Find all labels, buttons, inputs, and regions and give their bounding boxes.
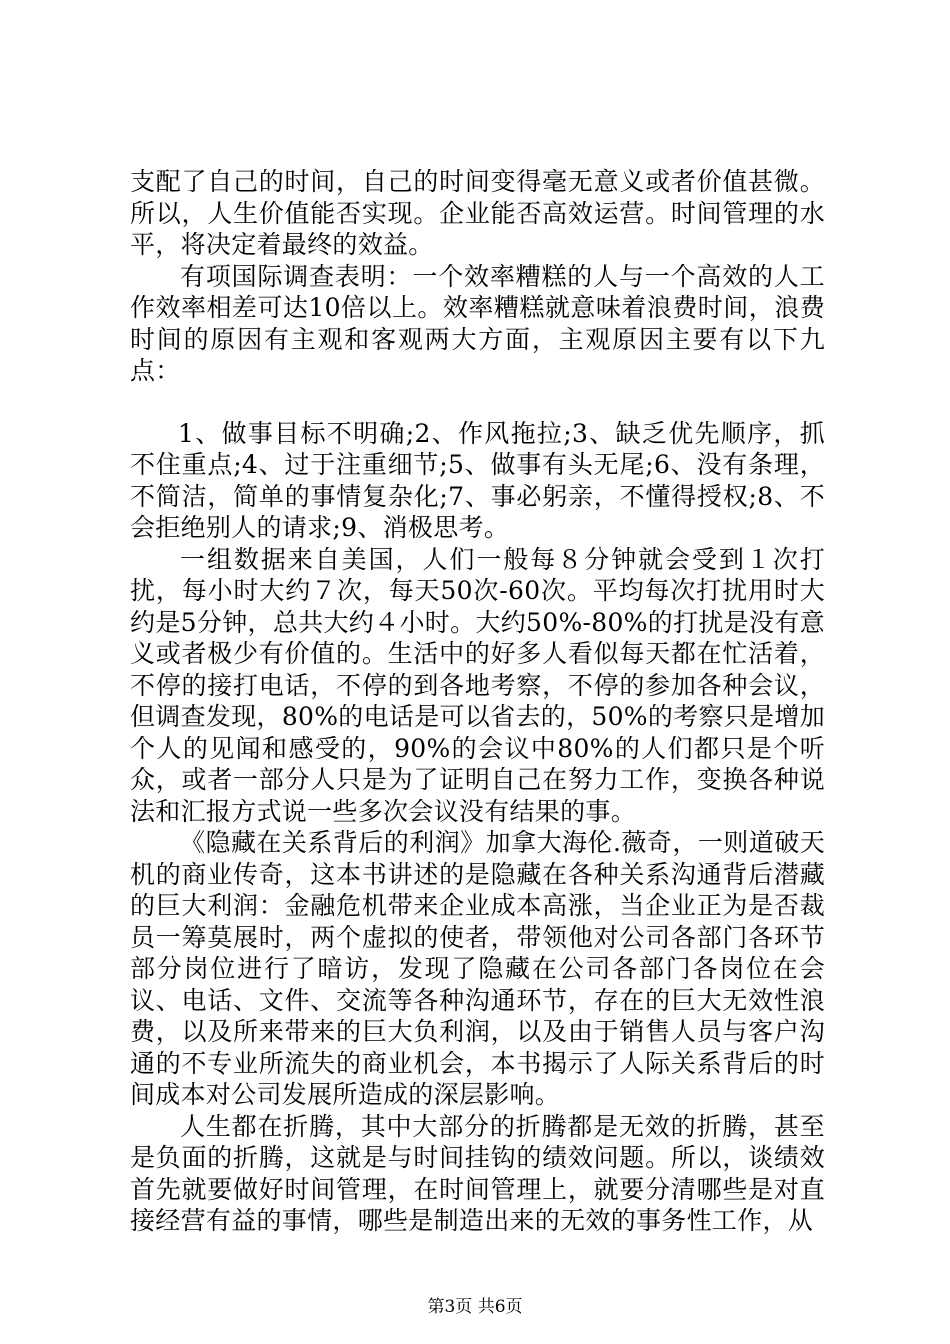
paragraph-survey: 有项国际调查表明：一个效率糟糕的人与一个高效的人工作效率相差可达10倍以上。效率糟糕就意味着浪费时间，浪费时间的原因有主观和客观两大方面，主观原因主要有以下九点：: [130, 261, 825, 385]
paragraph-book-summary: 《隐藏在关系背后的利润》加拿大海伦.薇奇，一则道破天机的商业传奇，这本书讲述的是隐藏在各种关系沟通背后潜藏的巨大利润：金融危机带来企业成本高涨，当企业正为是否裁员一筹莫展时，两个虚拟的使者，带领他对公司各部门各环节部分岗位进行了暗访，发现了隐藏在公司各部门各岗位在会议、电话、文件、交流等各种沟通环节，存在的巨大无效性浪费，以及所来带来的巨大负利润，以及由于销售人员与客户沟通的不专业所流失的商业机会，本书揭示了人际关系背后的时间成本对公司发展所造成的深层影响。: [130, 828, 825, 1109]
paragraph-continuation: 支配了自己的时间，自己的时间变得毫无意义或者价值甚微。所以，人生价值能否实现。企业能否高效运营。时间管理的水平，将决定着最终的效益。: [130, 167, 825, 259]
document-body: [130, 166, 825, 1237]
paragraph-performance: 人生都在折腾，其中大部分的折腾都是无效的折腾，甚至是负面的折腾，这就是与时间挂钩的绩效问题。所以，谈绩效首先就要做好时间管理，在时间管理上，就要分清哪些是对直接经营有益的事情，哪些是制造出来的无效的事务性工作，从: [130, 1111, 825, 1235]
paragraph-nine-reasons-list: 1、做事目标不明确;2、作风拖拉;3、缺乏优先顺序，抓不住重点;4、过于注重细节;5、做事有头无尾;6、没有条理，不简洁，简单的事情复杂化;7、事必躬亲，不懂得授权;8、不会拒绝别人的请求;9、消极思考。: [130, 418, 825, 542]
page-number-footer: 第3页 共6页: [427, 1297, 523, 1317]
paragraph-us-data: 一组数据来自美国，人们一般每８分钟就会受到１次打扰，每小时大约７次，每天50次-60次。平均每次打扰用时大约是5分钟，总共大约４小时。大约50%-80%的打扰是没有意义或者极少有价值的。生活中的好多人看似每天都在忙活着，不停的接打电话，不停的到各地考察，不停的参加各种会议，但调查发现，80%的电话是可以省去的，50%的考察只是增加个人的见闻和感受的，90%的会议中80%的人们都只是个听众，或者一部分人只是为了证明自己在努力工作，变换各种说法和汇报方式说一些多次会议没有结果的事。: [130, 544, 825, 826]
